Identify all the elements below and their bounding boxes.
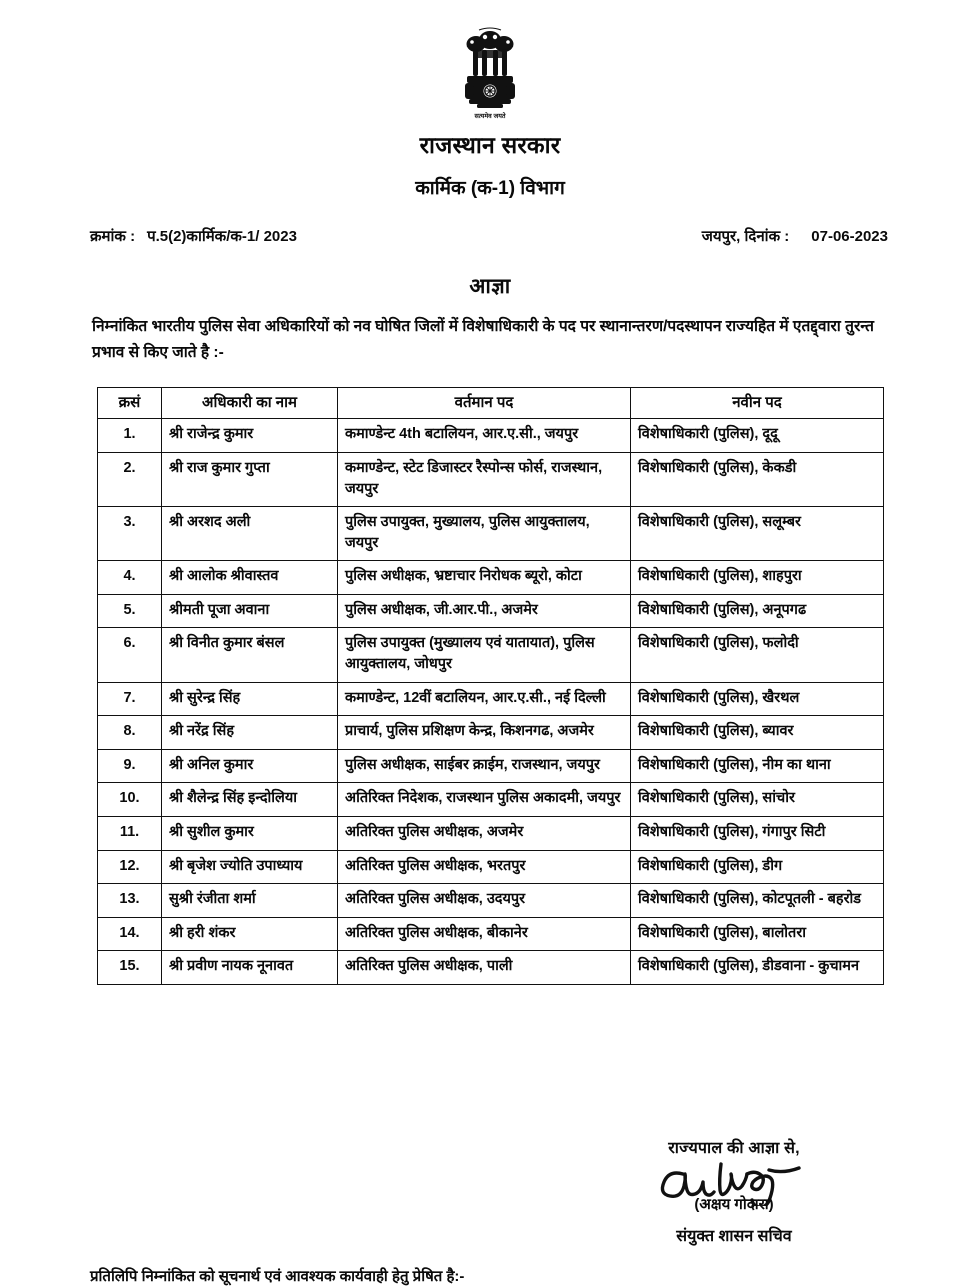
cell-officer-name: श्री अरशद अली xyxy=(162,507,338,561)
cell-new-post: विशेषाधिकारी (पुलिस), नीम का थाना xyxy=(631,749,884,783)
table-row xyxy=(98,561,884,595)
cell-officer-name: श्री राज कुमार गुप्ता xyxy=(162,453,338,507)
cell-new-post: विशेषाधिकारी (पुलिस), डीडवाना - कुचामन xyxy=(631,951,884,985)
cell-serial: 6. xyxy=(98,628,162,682)
column-header-new: नवीन पद xyxy=(631,388,884,419)
cell-current-post: अतिरिक्त पुलिस अधीक्षक, भरतपुर xyxy=(338,850,631,884)
national-emblem-icon xyxy=(459,26,521,122)
cell-serial: 13. xyxy=(98,884,162,918)
cell-new-post: विशेषाधिकारी (पुलिस), डीग xyxy=(631,850,884,884)
cell-new-post: विशेषाधिकारी (पुलिस), बालोतरा xyxy=(631,917,884,951)
cell-current-post: पुलिस अधीक्षक, जी.आर.पी., अजमेर xyxy=(338,594,631,628)
cell-current-post: पुलिस अधीक्षक, भ्रष्टाचार निरोधक ब्यूरो, कोटा xyxy=(338,561,631,595)
cell-officer-name: श्री आलोक श्रीवास्तव xyxy=(162,561,338,595)
officers-table-container xyxy=(97,387,883,985)
emblem-motto: सत्यमेव जयते xyxy=(474,113,506,120)
government-title: राजस्थान सरकार xyxy=(419,132,561,158)
cell-new-post: विशेषाधिकारी (पुलिस), सांचोर xyxy=(631,783,884,817)
cell-officer-name: श्री सुशील कुमार xyxy=(162,816,338,850)
cell-serial: 15. xyxy=(98,951,162,985)
table-row xyxy=(98,453,884,507)
order-heading: आज्ञा xyxy=(469,275,511,298)
signatory-name: (अक्षय गोदारा) xyxy=(694,1196,774,1213)
order-number-label: क्रमांक : xyxy=(90,228,136,245)
copy-forwarded-note: प्रतिलिपि निम्नांकित को सूचनार्थ एवं आवश्यक कार्यवाही हेतु प्रेषित है:- xyxy=(90,1268,465,1285)
cell-new-post: विशेषाधिकारी (पुलिस), फलोदी xyxy=(631,628,884,682)
cell-serial: 5. xyxy=(98,594,162,628)
cell-current-post: अतिरिक्त पुलिस अधीक्षक, अजमेर xyxy=(338,816,631,850)
signatory-designation: संयुक्त शासन सचिव xyxy=(676,1228,792,1245)
cell-serial: 14. xyxy=(98,917,162,951)
officers-table-body xyxy=(98,419,884,984)
cell-officer-name: सुश्री रंजीता शर्मा xyxy=(162,884,338,918)
table-row xyxy=(98,816,884,850)
order-date-value: 07-06-2023 xyxy=(811,228,888,245)
cell-new-post: विशेषाधिकारी (पुलिस), दूदू xyxy=(631,419,884,453)
cell-current-post: पुलिस अधीक्षक, साईबर क्राईम, राजस्थान, जयपुर xyxy=(338,749,631,783)
cell-officer-name: श्री हरी शंकर xyxy=(162,917,338,951)
cell-current-post: अतिरिक्त पुलिस अधीक्षक, पाली xyxy=(338,951,631,985)
emblem-container xyxy=(0,0,980,122)
cell-officer-name: श्री विनीत कुमार बंसल xyxy=(162,628,338,682)
signature-block xyxy=(584,1136,884,1246)
cell-current-post: अतिरिक्त पुलिस अधीक्षक, उदयपुर xyxy=(338,884,631,918)
column-header-current: वर्तमान पद xyxy=(338,388,631,419)
cell-serial: 3. xyxy=(98,507,162,561)
table-row xyxy=(98,749,884,783)
cell-current-post: प्राचार्य, पुलिस प्रशिक्षण केन्द्र, किशनगढ, अजमेर xyxy=(338,716,631,750)
cell-new-post: विशेषाधिकारी (पुलिस), ब्यावर xyxy=(631,716,884,750)
table-header-row xyxy=(98,388,884,419)
cell-serial: 12. xyxy=(98,850,162,884)
cell-current-post: कमाण्डेन्ट, स्टेट डिजास्टर रैस्पोन्स फोर्स, राजस्थान, जयपुर xyxy=(338,453,631,507)
by-order-of-governor: राज्यपाल की आज्ञा से, xyxy=(668,1140,800,1157)
cell-new-post: विशेषाधिकारी (पुलिस), सलूम्बर xyxy=(631,507,884,561)
cell-current-post: पुलिस उपायुक्त, मुख्यालय, पुलिस आयुक्तालय, जयपुर xyxy=(338,507,631,561)
cell-officer-name: श्री अनिल कुमार xyxy=(162,749,338,783)
cell-officer-name: श्री प्रवीण नायक नूनावत xyxy=(162,951,338,985)
table-row xyxy=(98,716,884,750)
department-title: कार्मिक (क-1) विभाग xyxy=(415,178,565,199)
cell-current-post: कमाण्डेन्ट, 12वीं बटालियन, आर.ए.सी., नई दिल्ली xyxy=(338,682,631,716)
table-row xyxy=(98,850,884,884)
table-row xyxy=(98,783,884,817)
table-row xyxy=(98,628,884,682)
cell-officer-name: श्री शैलेन्द्र सिंह इन्दोलिया xyxy=(162,783,338,817)
cell-officer-name: श्रीमती पूजा अवाना xyxy=(162,594,338,628)
table-row xyxy=(98,682,884,716)
cell-serial: 10. xyxy=(98,783,162,817)
cell-current-post: कमाण्डेन्ट 4th बटालियन, आर.ए.सी., जयपुर xyxy=(338,419,631,453)
cell-current-post: अतिरिक्त पुलिस अधीक्षक, बीकानेर xyxy=(338,917,631,951)
cell-serial: 11. xyxy=(98,816,162,850)
cell-serial: 9. xyxy=(98,749,162,783)
order-number xyxy=(90,226,297,246)
cell-current-post: अतिरिक्त निदेशक, राजस्थान पुलिस अकादमी, जयपुर xyxy=(338,783,631,817)
table-row xyxy=(98,951,884,985)
table-row xyxy=(98,884,884,918)
cell-new-post: विशेषाधिकारी (पुलिस), गंगापुर सिटी xyxy=(631,816,884,850)
order-meta-row xyxy=(0,226,980,246)
cell-serial: 2. xyxy=(98,453,162,507)
preamble-text: निम्नांकित भारतीय पुलिस सेवा अधिकारियों को नव घोषित जिलों में विशेषाधिकारी के पद पर स्थानान्तरण/पदस्थापन राज्यहित में एतद्द्वारा तुरन्त प्रभाव से किए जाते है :- xyxy=(92,318,874,361)
cell-officer-name: श्री राजेन्द्र कुमार xyxy=(162,419,338,453)
cell-officer-name: श्री नरेंद्र सिंह xyxy=(162,716,338,750)
cell-new-post: विशेषाधिकारी (पुलिस), शाहपुरा xyxy=(631,561,884,595)
cell-officer-name: श्री बृजेश ज्योति उपाध्याय xyxy=(162,850,338,884)
order-place-date xyxy=(702,226,888,246)
table-row xyxy=(98,594,884,628)
cell-new-post: विशेषाधिकारी (पुलिस), अनूपगढ xyxy=(631,594,884,628)
cell-officer-name: श्री सुरेन्द्र सिंह xyxy=(162,682,338,716)
table-row xyxy=(98,419,884,453)
cell-serial: 4. xyxy=(98,561,162,595)
cell-serial: 8. xyxy=(98,716,162,750)
cell-new-post: विशेषाधिकारी (पुलिस), केकडी xyxy=(631,453,884,507)
cell-new-post: विशेषाधिकारी (पुलिस), खैरथल xyxy=(631,682,884,716)
cell-new-post: विशेषाधिकारी (पुलिस), कोटपूतली - बहरोड xyxy=(631,884,884,918)
table-row xyxy=(98,507,884,561)
cell-serial: 1. xyxy=(98,419,162,453)
cell-current-post: पुलिस उपायुक्त (मुख्यालय एवं यातायात), पुलिस आयुक्तालय, जोधपुर xyxy=(338,628,631,682)
cell-serial: 7. xyxy=(98,682,162,716)
place-date-label: जयपुर, दिनांक : xyxy=(701,228,790,245)
column-header-serial: क्रसं xyxy=(98,388,162,419)
table-row xyxy=(98,917,884,951)
order-number-value: प.5(2)कार्मिक/क-1/ 2023 xyxy=(147,228,297,245)
officers-table xyxy=(97,387,884,985)
column-header-name: अधिकारी का नाम xyxy=(162,388,338,419)
